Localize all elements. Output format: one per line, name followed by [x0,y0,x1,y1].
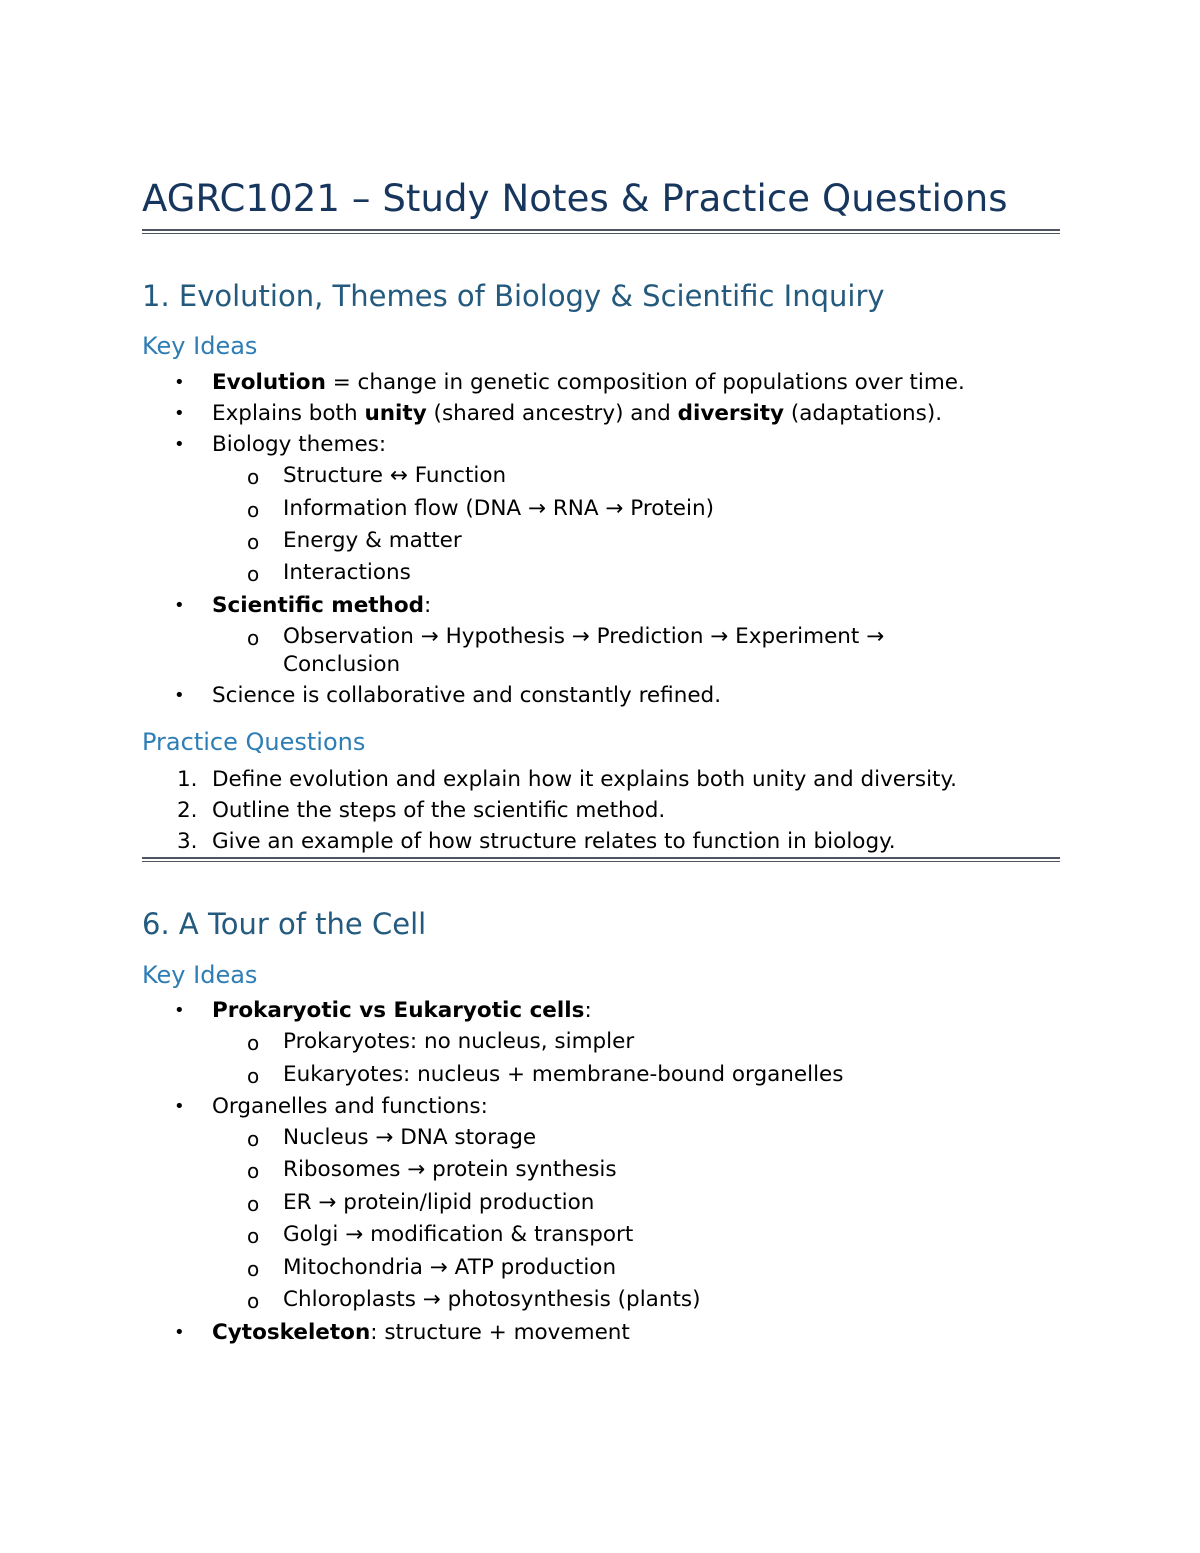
bullet-icon: • [174,434,185,455]
question-number: 2. [177,798,198,823]
list-item-continuation: Conclusion [283,652,401,677]
list-item: Prokaryotic vs Eukaryotic cells: [212,998,592,1023]
bullet-icon: • [174,685,185,706]
bullet-icon: • [174,1000,185,1021]
section-6-heading: 6. A Tour of the Cell [142,907,427,941]
list-item: Mitochondria → ATP production [283,1255,617,1280]
sub-bullet-icon: o [247,1159,260,1183]
list-item: Golgi → modification & transport [283,1222,634,1247]
list-item: Biology themes: [212,432,387,457]
sub-bullet-icon: o [247,1031,260,1055]
sub-bullet-icon: o [247,465,260,489]
sub-bullet-icon: o [247,1064,260,1088]
sub-bullet-icon: o [247,1289,260,1313]
list-item: Evolution = change in genetic composition of populations over time. [212,370,965,395]
question-item: Give an example of how structure relates to function in biology. [212,829,896,854]
list-item: Eukaryotes: nucleus + membrane-bound organelles [283,1062,844,1087]
list-item: Prokaryotes: no nucleus, simpler [283,1029,635,1054]
question-number: 1. [177,767,198,792]
list-item: Explains both unity (shared ancestry) and diversity (adaptations). [212,401,943,426]
document-title: AGRC1021 – Study Notes & Practice Questions [142,177,1008,220]
bullet-icon: • [174,372,185,393]
question-item: Outline the steps of the scientific method. [212,798,666,823]
section-1-key-ideas-heading: Key Ideas [142,332,258,360]
list-item: Chloroplasts → photosynthesis (plants) [283,1287,701,1312]
section-divider [142,857,1060,862]
question-number: 3. [177,829,198,854]
list-item: Science is collaborative and constantly refined. [212,683,722,708]
sub-bullet-icon: o [247,562,260,586]
list-item: Interactions [283,560,411,585]
section-1-heading: 1. Evolution, Themes of Biology & Scientific Inquiry [142,279,885,313]
sub-bullet-icon: o [247,498,260,522]
list-item: Organelles and functions: [212,1094,488,1119]
sub-bullet-icon: o [247,530,260,554]
list-item: Scientific method: [212,593,432,618]
bullet-icon: • [174,1322,185,1343]
list-item: Energy & matter [283,528,462,553]
list-item: ER → protein/lipid production [283,1190,595,1215]
practice-questions-heading: Practice Questions [142,728,366,756]
list-item: Cytoskeleton: structure + movement [212,1320,630,1345]
sub-bullet-icon: o [247,1192,260,1216]
list-item: Nucleus → DNA storage [283,1125,537,1150]
sub-bullet-icon: o [247,1224,260,1248]
sub-bullet-icon: o [247,1257,260,1281]
bullet-icon: • [174,403,185,424]
sub-bullet-icon: o [247,626,260,650]
sub-bullet-icon: o [247,1127,260,1151]
title-divider [142,229,1060,234]
bullet-icon: • [174,1096,185,1117]
list-item: Ribosomes → protein synthesis [283,1157,617,1182]
question-item: Define evolution and explain how it explains both unity and diversity. [212,767,957,792]
bullet-icon: • [174,595,185,616]
list-item: Structure ↔ Function [283,463,507,488]
list-item: Information flow (DNA → RNA → Protein) [283,496,714,521]
section-6-key-ideas-heading: Key Ideas [142,961,258,989]
list-item: Observation → Hypothesis → Prediction → Experiment → [283,624,885,649]
